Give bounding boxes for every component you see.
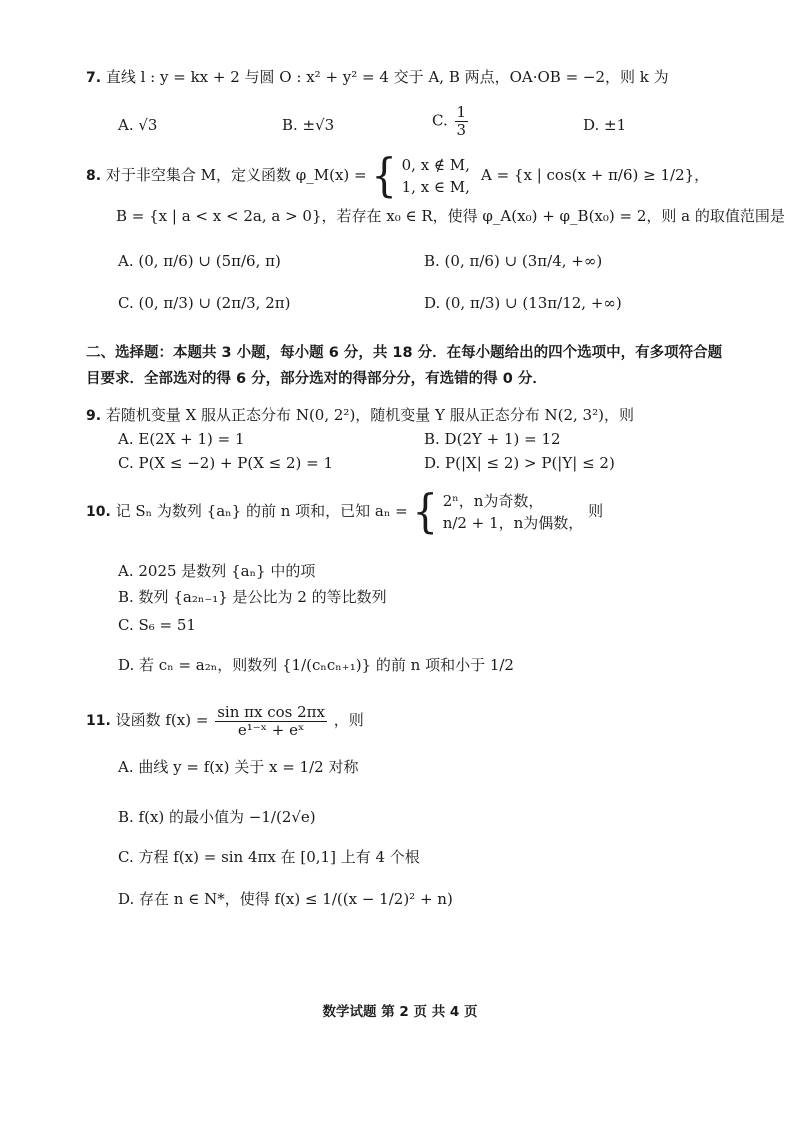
q11-option-b: B. f(x) 的最小值为 −1/(2√e): [118, 808, 316, 826]
question-7: [86, 66, 669, 89]
q11-option-c: C. 方程 f(x) = sin 4πx 在 [0,1] 上有 4 个根: [118, 848, 420, 866]
q10-option-a: A. 2025 是数列 {aₙ} 中的项: [118, 562, 316, 580]
q10-option-b: B. 数列 {a₂ₙ₋₁} 是公比为 2 的等比数列: [118, 588, 387, 606]
q9-option-b: B. D(2Y + 1) = 12: [424, 430, 561, 448]
q8-option-b: B. (0, π/6) ∪ (3π/4, +∞): [424, 252, 603, 270]
q9-option-c: C. P(X ≤ −2) + P(X ≤ 2) = 1: [118, 454, 334, 472]
page-footer: 数学试题 第 2 页 共 4 页: [322, 1004, 478, 1020]
left-brace: {: [412, 485, 438, 539]
q8-set-a: A = {x | cos(x + π/6) ≥ 1/2}，: [481, 166, 710, 184]
question-number: 9.: [86, 408, 102, 424]
question-stem: 若随机变量 X 服从正态分布 N(0, 2²)，随机变量 Y 服从正态分布 N(2, 3²)，则: [105, 406, 634, 424]
q8-option-d: D. (0, π/3) ∪ (13π/12, +∞): [424, 294, 622, 312]
question-stem: 对于非空集合 M，定义函数 φ_M(x) =: [105, 166, 367, 184]
q9-option-d: D. P(|X| ≤ 2) > P(|Y| ≤ 2): [424, 454, 615, 472]
q7-option-a: A. √3: [118, 116, 158, 134]
fraction-denominator: e¹⁻ˣ + eˣ: [237, 720, 305, 739]
case-line: 2ⁿ，n为奇数，: [442, 492, 544, 510]
q8-option-a: A. (0, π/6) ∪ (5π/6, π): [118, 252, 281, 270]
case-line: n/2 + 1，n为偶数，: [442, 514, 584, 532]
q7-option-d: D. ±1: [583, 116, 627, 134]
q9-option-a: A. E(2X + 1) = 1: [118, 430, 245, 448]
q7-option-b: B. ±√3: [282, 116, 335, 134]
question-number: 10.: [86, 504, 111, 520]
question-10: [86, 484, 603, 539]
function-fraction: [215, 704, 327, 739]
q8-option-c: C. (0, π/3) ∪ (2π/3, 2π): [118, 294, 291, 312]
case-line: 1, x ∈ M,: [401, 178, 470, 196]
left-brace: {: [371, 149, 397, 203]
option-label: C.: [432, 111, 448, 130]
fraction: [455, 104, 469, 139]
fraction-numerator: 1: [456, 103, 467, 121]
question-number: 7.: [86, 70, 102, 86]
piecewise-cases: [443, 490, 584, 534]
fraction-numerator: sin πx cos 2πx: [217, 702, 325, 721]
q11-option-d: D. 存在 n ∈ N*，使得 f(x) ≤ 1/((x − 1/2)² + n): [118, 890, 453, 908]
q10-option-c: C. S₆ = 51: [118, 616, 196, 634]
fraction-denominator: 3: [456, 121, 467, 139]
question-stem: 直线 l : y = kx + 2 与圆 O : x² + y² = 4 交于 A, B 两点，OA·OB = −2，则 k 为: [105, 68, 669, 86]
piecewise-cases: [402, 154, 470, 198]
q8-stem-line-2: B = {x | a < x < 2a, a > 0}，若存在 x₀ ∈ R，使得 φ_A(x₀) + φ_B(x₀) = 2，则 a 的取值范围是: [116, 207, 785, 225]
question-9: [86, 404, 634, 427]
section-2-instructions: 二、选择题：本题共 3 小题，每小题 6 分，共 18 分．在每小题给出的四个选项中，有多项符合题目要求．全部选对的得 6 分，部分选对的得部分分，有选错的得 0 分．: [86, 345, 723, 387]
question-stem: 设函数 f(x) =: [115, 711, 209, 729]
question-8: [86, 150, 470, 201]
question-stem: 记 Sₙ 为数列 {aₙ} 的前 n 项和，已知 aₙ =: [115, 502, 408, 520]
question-stem-end: 则: [588, 502, 604, 520]
question-11: [86, 700, 364, 741]
q10-option-d: D. 若 cₙ = a₂ₙ，则数列 {1/(cₙcₙ₊₁)} 的前 n 项和小于 1/2: [118, 656, 514, 674]
question-number: 8.: [86, 168, 102, 184]
question-stem-end: ，则: [333, 711, 364, 729]
case-line: 0, x ∉ M,: [401, 156, 470, 174]
q7-option-c: [432, 104, 470, 139]
question-number: 11.: [86, 713, 111, 729]
q11-option-a: A. 曲线 y = f(x) 关于 x = 1/2 对称: [118, 758, 359, 776]
